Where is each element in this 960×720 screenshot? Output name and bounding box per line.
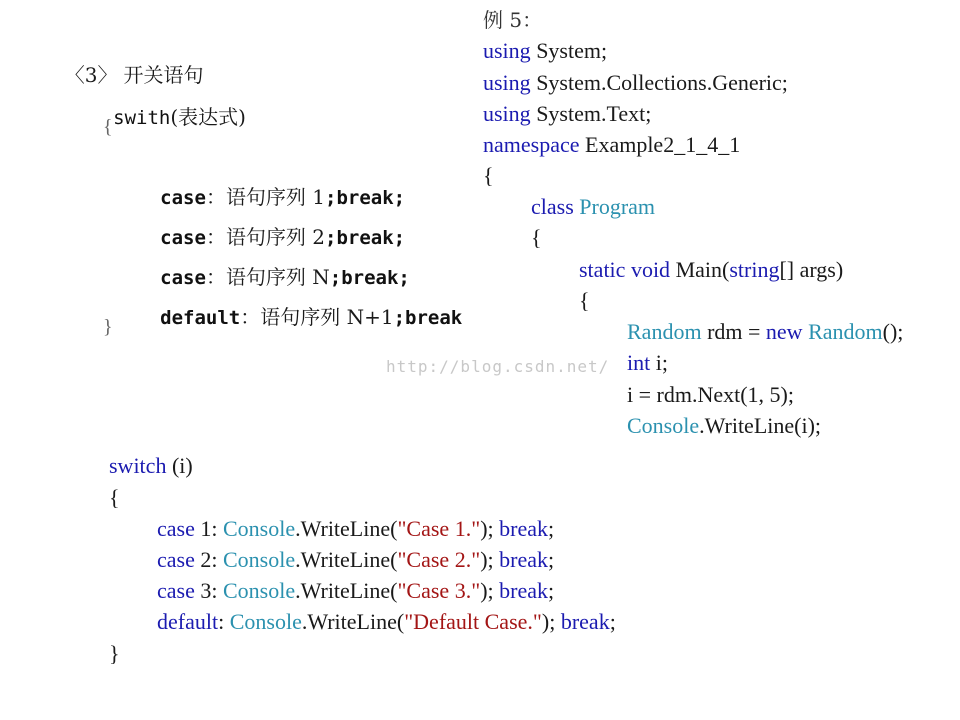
syntax-default-tail: ;break (393, 307, 463, 329)
syntax-case-tail: ;break; (325, 227, 406, 249)
syntax-case-keyword: case (160, 227, 206, 249)
syntax-default-keyword: default (160, 307, 241, 329)
syntax-case-line: case：语句序列 1;break; (160, 185, 406, 209)
code-line-case: case 2: Console.WriteLine("Case 2."); break; (157, 547, 555, 572)
syntax-switch-expression: (表达式) (170, 105, 246, 129)
syntax-case-line: case：语句序列 2;break; (160, 225, 406, 249)
code-line-using-collections: using System.Collections.Generic; (483, 70, 788, 95)
example-label: 例 5： (483, 8, 543, 32)
code-line-switch: switch (i) (109, 453, 193, 478)
code-line-class: class Program (531, 194, 656, 219)
code-line-using-system: using System; (483, 38, 608, 63)
syntax-case-line: case：语句序列 N;break; (160, 265, 410, 289)
code-line-random: Random rdm = new Random(); (627, 319, 904, 344)
syntax-default-text: 语句序列 N+1 (260, 305, 394, 329)
syntax-case-text: 语句序列 2 (225, 225, 326, 249)
code-line-case: case 1: Console.WriteLine("Case 1."); break; (157, 516, 555, 541)
syntax-case-tail: ;break; (329, 267, 410, 289)
syntax-switch-keyword: swith (113, 107, 171, 129)
section-number: 〈3〉 (64, 63, 118, 87)
syntax-default-line: default：语句序列 N+1;break (160, 305, 463, 329)
code-line-assign: i = rdm.Next(1, 5); (627, 382, 794, 407)
syntax-close-brace: } (103, 316, 113, 338)
code-line-namespace: namespace Example2_1_4_1 (483, 132, 741, 157)
syntax-switch-line (103, 72, 246, 129)
syntax-open-brace: { (103, 116, 113, 138)
watermark: http://blog.csdn.net/ (386, 357, 610, 376)
syntax-case-text: 语句序列 N (225, 265, 330, 289)
code-line-console: Console.WriteLine(i); (627, 413, 822, 438)
code-line-int: int i; (627, 350, 668, 375)
code-line-using-text: using System.Text; (483, 101, 652, 126)
code-line-switch-open-brace: { (109, 485, 120, 510)
section-title: 开关语句 (123, 63, 204, 87)
syntax-case-keyword: case (160, 267, 206, 289)
syntax-case-tail: ;break; (325, 187, 406, 209)
code-line-case: case 3: Console.WriteLine("Case 3."); break; (157, 578, 555, 603)
code-line-default: default: Console.WriteLine("Default Case."); break; (157, 609, 616, 634)
code-line-switch-close-brace: } (109, 641, 120, 666)
code-line-main-brace: { (579, 288, 590, 313)
section-heading (52, 30, 204, 87)
syntax-case-text: 语句序列 1 (225, 185, 326, 209)
code-line-class-brace: { (531, 225, 542, 250)
code-line-main: static void Main(string[] args) (579, 257, 844, 282)
code-line-namespace-brace: { (483, 163, 494, 188)
syntax-case-keyword: case (160, 187, 206, 209)
